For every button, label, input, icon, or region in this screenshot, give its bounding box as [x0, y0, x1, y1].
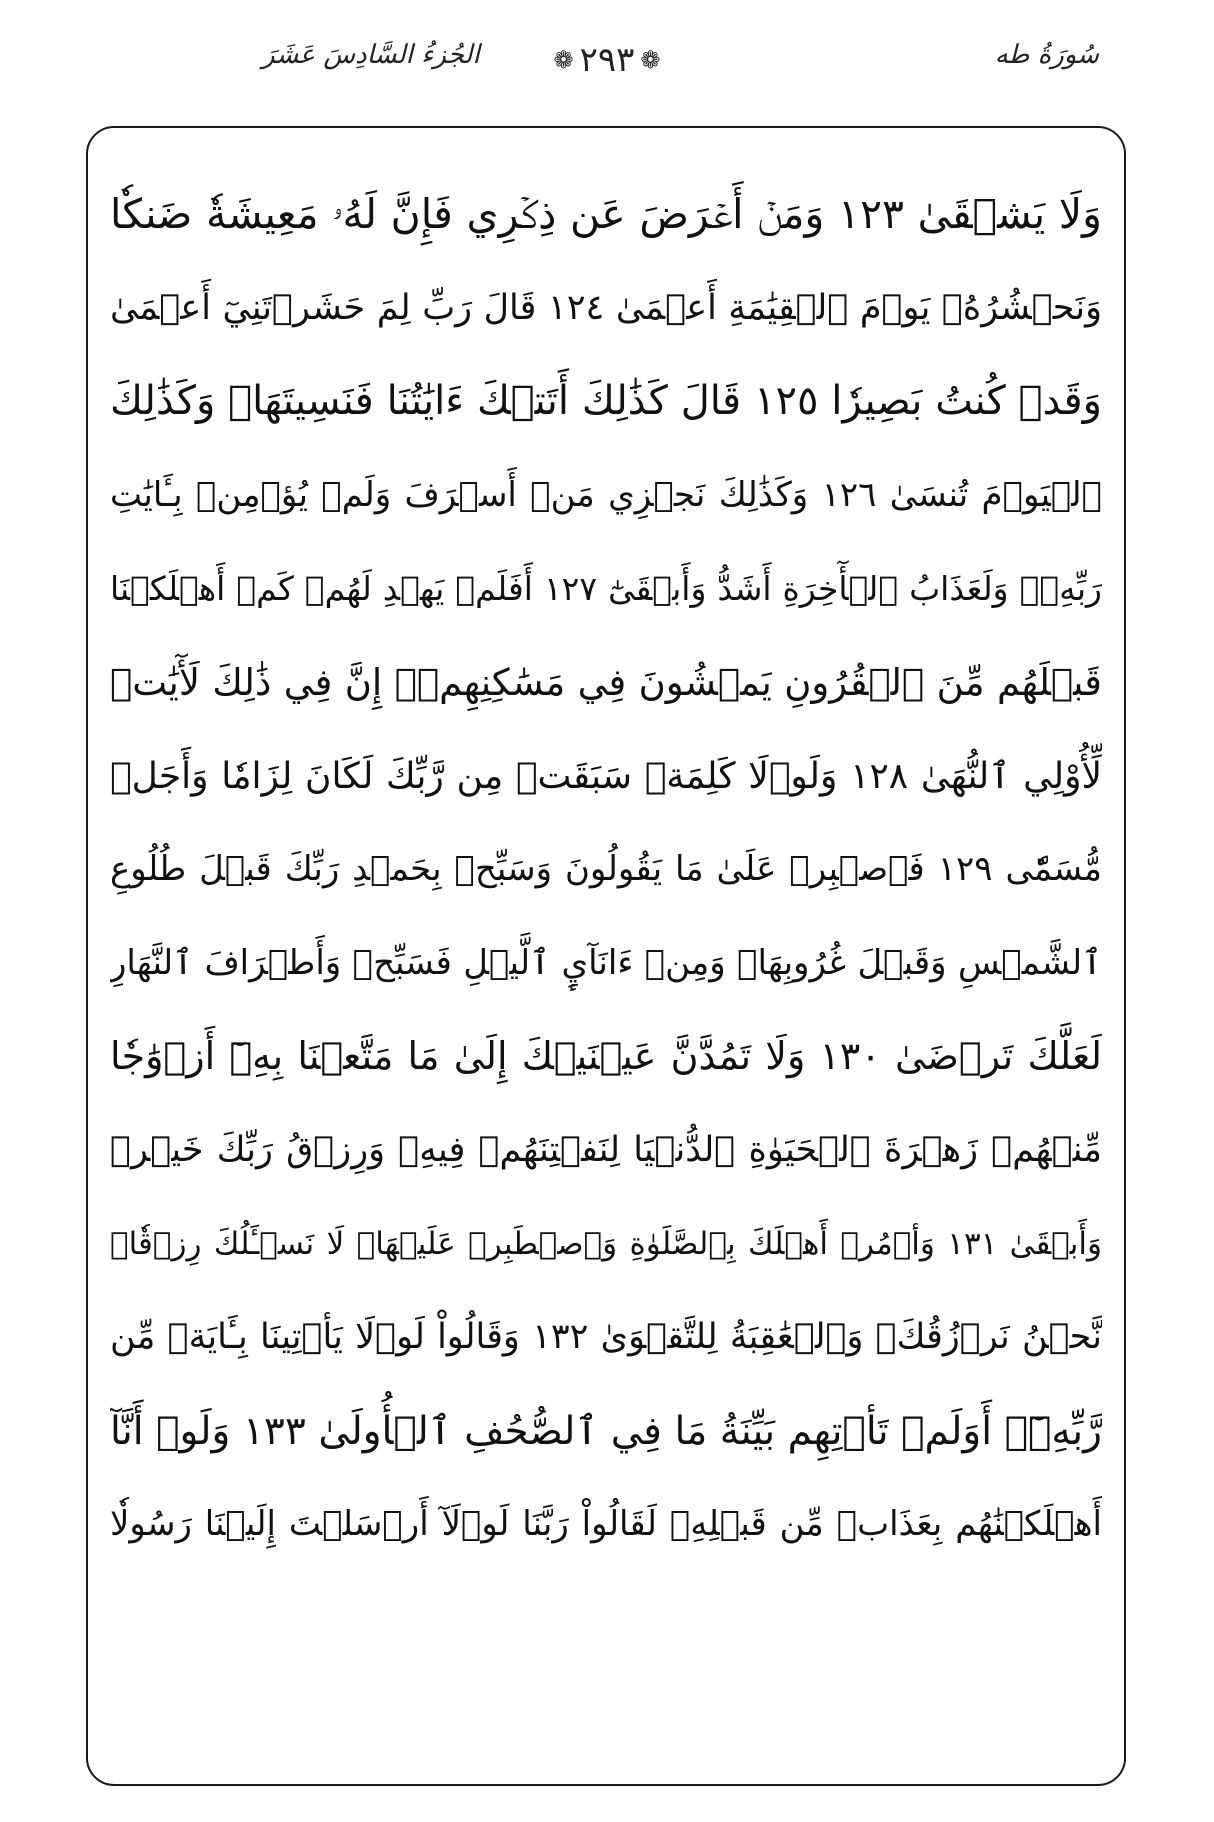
text-line: مُّسَمّٗى ١٢٩ فَٱصۡبِرۡ عَلَىٰ مَا يَقُولُونَ وَسَبِّحۡ بِحَمۡدِ رَبِّكَ قَبۡلَ طُلُوعِ — [110, 849, 1102, 890]
page-header — [0, 40, 1214, 100]
surah-name: سُورَةُ طه — [994, 40, 1099, 70]
ornament-right-icon: ❁ — [553, 46, 574, 74]
text-line: لَعَلَّكَ تَرۡضَىٰ ١٣٠ وَلَا تَمُدَّنَّ عَيۡنَيۡكَ إِلَىٰ مَا مَتَّعۡنَا بِهِۦٓ أَزۡوَٰجٗا — [110, 1034, 1102, 1079]
text-line: وَنَحۡشُرُهُۥ يَوۡمَ ٱلۡقِيَٰمَةِ أَعۡمَىٰ ١٢٤ قَالَ رَبِّ لِمَ حَشَرۡتَنِيٓ أَعۡمَىٰ — [110, 287, 1102, 328]
text-line: رَّبِّهِۦٓۚ أَوَلَمۡ تَأۡتِهِم بَيِّنَةُ مَا فِي ٱلصُّحُفِ ٱلۡأُولَىٰ ١٣٣ وَلَوۡ أَنَّآ — [110, 1408, 1102, 1454]
page-number: ٢٩٣ — [579, 40, 635, 80]
text-line: لِّأُوْلِي ٱلنُّهَىٰ ١٢٨ وَلَوۡلَا كَلِمَةٞ سَبَقَتۡ مِن رَّبِّكَ لَكَانَ لِزَامٗا وَأَجَلٞ — [110, 755, 1102, 797]
text-line: قَبۡلَهُم مِّنَ ٱلۡقُرُونِ يَمۡشُونَ فِي مَسَٰكِنِهِمۡۗ إِنَّ فِي ذَٰلِكَ لَأٓيَٰتٖ — [110, 660, 1102, 704]
text-line: وَأَبۡقَىٰ ١٣١ وَأۡمُرۡ أَهۡلَكَ بِٱلصَّلَوٰةِ وَٱصۡطَبِرۡ عَلَيۡهَاۖ لَا نَسۡـَٔلُكَ رِزۡقٗاۖ — [110, 1225, 1102, 1262]
text-line: أَهۡلَكۡنَٰهُم بِعَذَابٖ مِّن قَبۡلِهِۦ لَقَالُواْ رَبَّنَا لَوۡلَآ أَرۡسَلۡتَ إِلَيۡنَا رَسُولٗا — [110, 1504, 1102, 1545]
text-line: مِّنۡهُمۡ زَهۡرَةَ ٱلۡحَيَوٰةِ ٱلدُّنۡيَا لِنَفۡتِنَهُمۡ فِيهِۚ وَرِزۡقُ رَبِّكَ خَيۡرٞ — [110, 1129, 1102, 1170]
page-number-group — [553, 40, 660, 80]
juz-name: الجُزءُ السَّادِسَ عَشَرَ — [262, 40, 480, 70]
text-line: وَقَدۡ كُنتُ بَصِيرٗا ١٢٥ قَالَ كَذَٰلِكَ أَتَتۡكَ ءَايَٰتُنَا فَنَسِيتَهَاۖ وَكَذَٰلِكَ — [110, 378, 1102, 425]
text-line: نَّحۡنُ نَرۡزُقُكَۗ وَٱلۡعَٰقِبَةُ لِلتَّقۡوَىٰ ١٣٢ وَقَالُواْ لَوۡلَا يَأۡتِينَا بِـَٔايَةٖ مِّن — [110, 1317, 1102, 1358]
text-line: ٱلۡيَوۡمَ تُنسَىٰ ١٢٦ وَكَذَٰلِكَ نَجۡزِي مَنۡ أَسۡرَفَ وَلَمۡ يُؤۡمِنۢ بِـَٔايَٰتِ — [110, 474, 1102, 515]
text-line: رَبِّهِۦۚ وَلَعَذَابُ ٱلۡأٓخِرَةِ أَشَدُّ وَأَبۡقَىٰٓ ١٢٧ أَفَلَمۡ يَهۡدِ لَهُمۡ كَمۡ أَهۡلَكۡنَا — [110, 569, 1102, 609]
text-line: وَلَا يَشۡقَىٰ ١٢٣ وَمَنۡ أَعۡرَضَ عَن ذِكۡرِي فَإِنَّ لَهُۥ مَعِيشَةٗ ضَنكٗا — [110, 190, 1102, 238]
ornament-left-icon: ❁ — [640, 46, 661, 74]
quran-text-block — [110, 168, 1102, 1572]
text-line: ٱلشَّمۡسِ وَقَبۡلَ غُرُوبِهَاۖ وَمِنۡ ءَانَآيِٕ ٱلَّيۡلِ فَسَبِّحۡ وَأَطۡرَافَ ٱلنَّهَارِ — [110, 942, 1102, 983]
